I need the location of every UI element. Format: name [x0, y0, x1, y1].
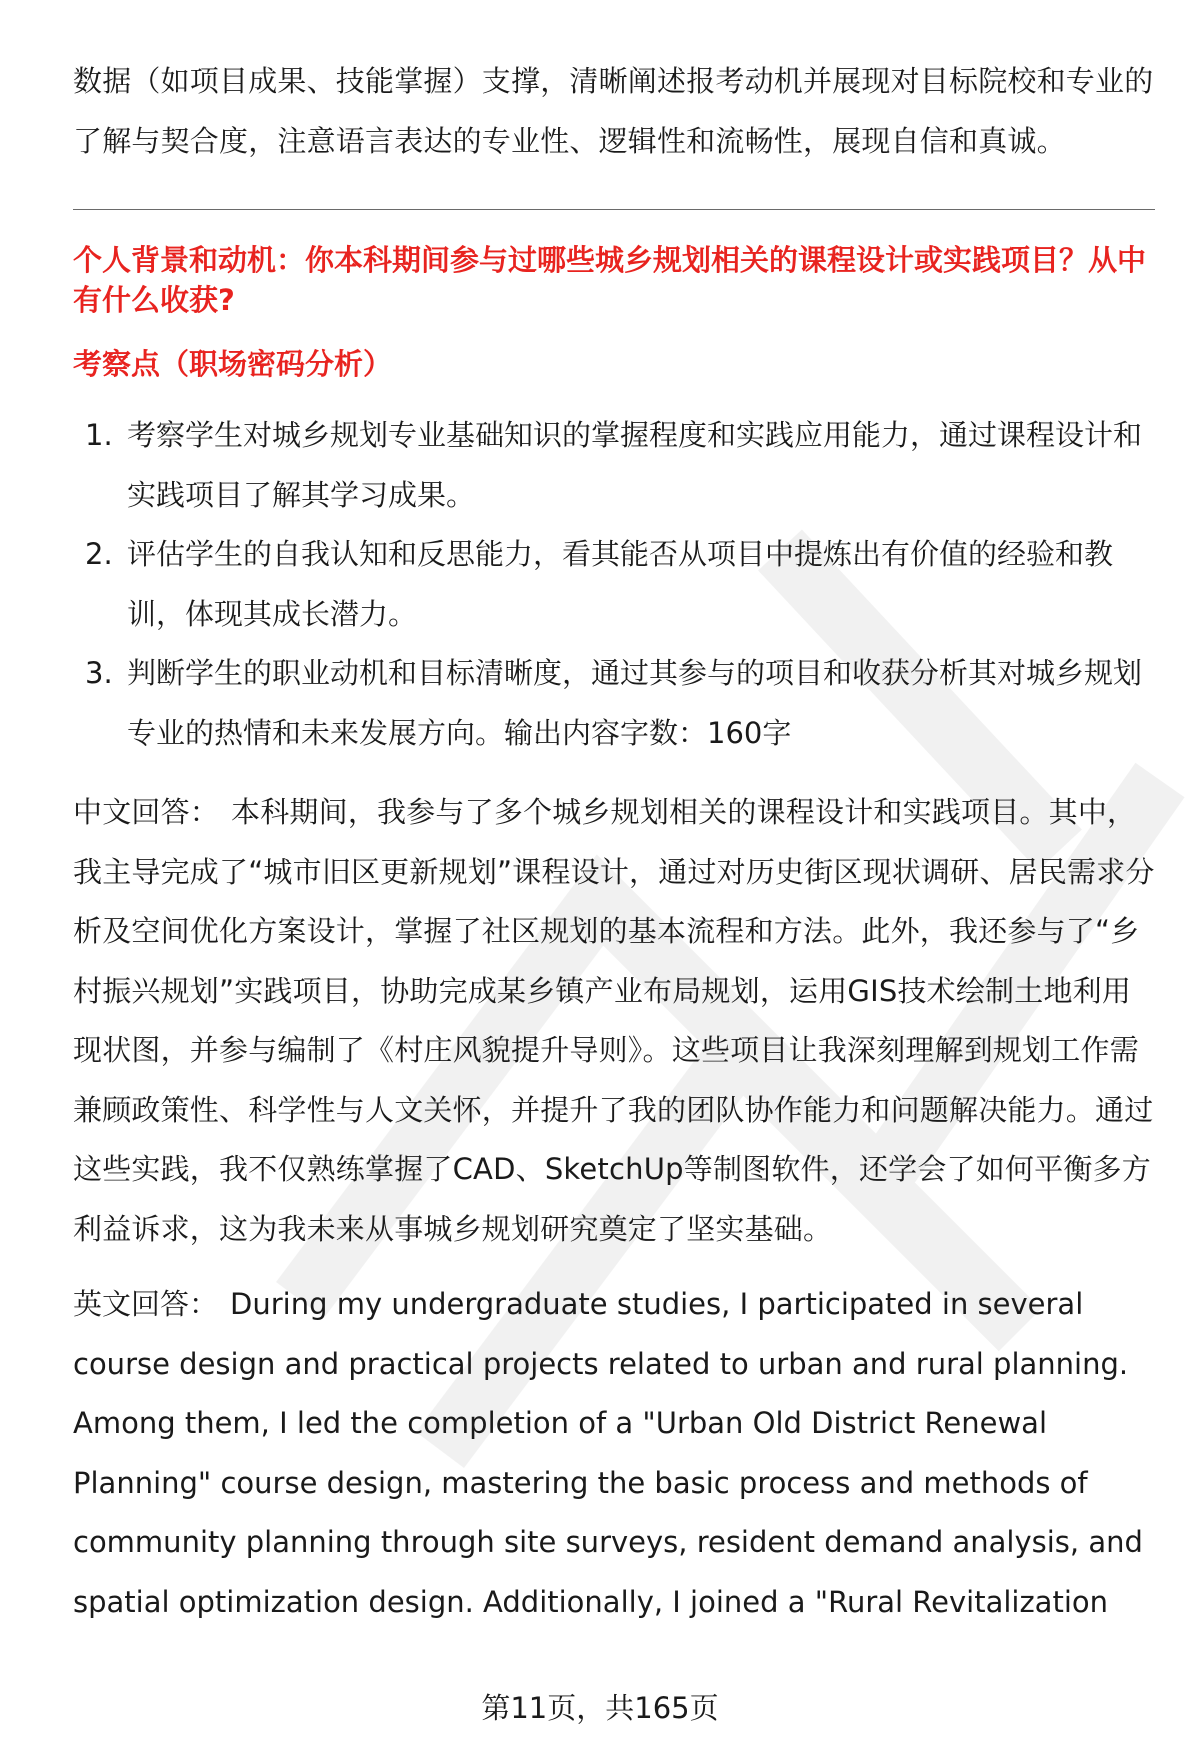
section-divider: [73, 209, 1155, 210]
english-answer-text: During my undergraduate studies, I participated in several course design and practical projects related to urban and rural planning. Among them, I led the completion of a "Urban Old District Renewal Planning" course design, mastering the basic process and methods of community planning through site surveys, resident demand analysis, and spatial optimization design. Additionally, I joined a "Rural Revitalization: [73, 1287, 1143, 1619]
list-item: [73, 525, 1155, 644]
document-page: [73, 52, 1155, 1632]
page-number: 第11页，共165页: [481, 1691, 719, 1725]
chinese-answer-label: 中文回答：: [73, 795, 220, 829]
list-item-number: 2.: [85, 537, 113, 571]
list-item: [73, 644, 1155, 763]
list-item-text: 判断学生的职业动机和目标清晰度，通过其参与的项目和收获分析其对城乡规划专业的热情和未来发展方向。输出内容字数：160字: [127, 656, 1143, 750]
list-item-text: 评估学生的自我认知和反思能力，看其能否从项目中提炼出有价值的经验和教训，体现其成长潜力。: [127, 537, 1114, 631]
examination-points-list: [73, 406, 1155, 763]
intro-paragraph: 数据（如项目成果、技能掌握）支撑，清晰阐述报考动机并展现对目标院校和专业的了解与契合度，注意语言表达的专业性、逻辑性和流畅性，展现自信和真诚。: [73, 64, 1154, 158]
list-item-number: 1.: [85, 418, 113, 452]
question-heading: 个人背景和动机：你本科期间参与过哪些城乡规划相关的课程设计或实践项目？从中有什么收获?: [73, 243, 1147, 317]
english-answer-paragraph: [73, 1275, 1155, 1632]
english-answer-label: 英文回答：: [73, 1287, 219, 1321]
list-item: [73, 406, 1155, 525]
list-item-text: 考察学生对城乡规划专业基础知识的掌握程度和实践应用能力，通过课程设计和实践项目了解其学习成果。: [127, 418, 1143, 512]
examination-points-title: 考察点（职场密码分析）: [73, 347, 393, 381]
chinese-answer-text: 本科期间，我参与了多个城乡规划相关的课程设计和实践项目。其中，我主导完成了“城市旧区更新规划”课程设计，通过对历史街区现状调研、居民需求分析及空间优化方案设计，掌握了社区规划的基本流程和方法。此外，我还参与了“乡村振兴规划”实践项目，协助完成某乡镇产业布局规划，运用GIS技术绘制土地利用现状图，并参与编制了《村庄风貌提升导则》。这些项目让我深刻理解到规划工作需兼顾政策性、科学性与人文关怀，并提升了我的团队协作能力和问题解决能力。通过这些实践，我不仅熟练掌握了CAD、SketchUp等制图软件，还学会了如何平衡多方利益诉求，这为我未来从事城乡规划研究奠定了坚实基础。: [73, 795, 1155, 1246]
list-item-number: 3.: [85, 656, 113, 690]
chinese-answer-paragraph: [73, 783, 1155, 1259]
